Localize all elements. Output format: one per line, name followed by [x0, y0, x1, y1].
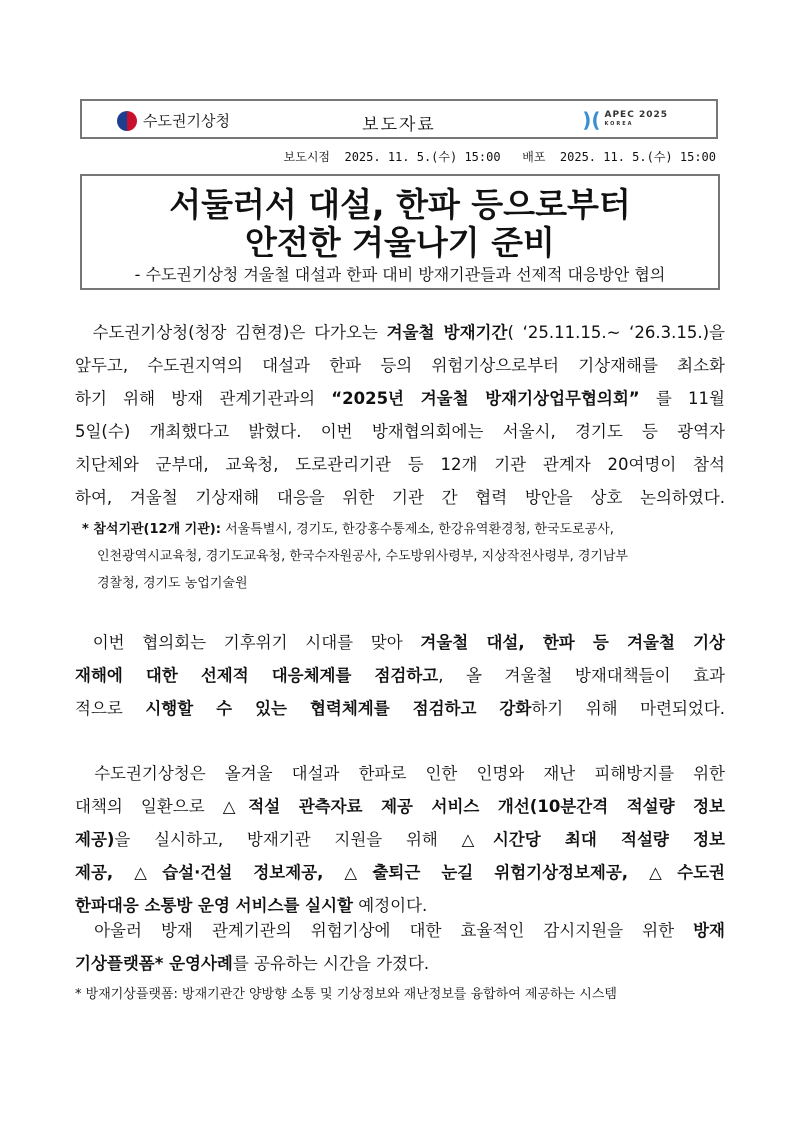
- body-line: [75, 632, 725, 654]
- attendees-line-3: 경찰청, 경기도 농업기술원: [97, 576, 248, 591]
- agency-name: 수도권기상청: [143, 112, 230, 130]
- apec-logo-sub: KOREA: [604, 121, 634, 127]
- doc-type: 보도자료: [362, 115, 436, 135]
- body-line: [75, 829, 725, 851]
- bold-text: 기상플랫폼* 운영사례: [75, 954, 233, 973]
- text-segment: 이번 협의회는 기후위기 시대를 맞아: [75, 633, 421, 652]
- body-line: [75, 796, 725, 818]
- body-line: [75, 895, 725, 917]
- headline-line-2: 안전한 겨울나기 준비: [245, 223, 555, 262]
- text-segment: 을 실시하고, 방재기관 지원을 위해: [114, 830, 462, 849]
- text-segment: 하기 위해 마련되었다.: [531, 699, 726, 718]
- body-line: [75, 920, 725, 942]
- body-line: [75, 322, 725, 344]
- text-segment: , 올 겨울철 방재대책들이 효과: [438, 666, 725, 685]
- body-line: [75, 698, 725, 720]
- body-line: [75, 862, 725, 884]
- text-segment: 적으로: [75, 699, 146, 718]
- text-segment: 하기 위해 방재 관계기관과의: [75, 389, 332, 408]
- text-segment: 아울러 방재 관계기관의 위험기상에 대한 효율적인 감시지원을 위한: [75, 921, 694, 940]
- text-segment: 하여, 겨울철 기상재해 대응을 위한 기관 간 협력 방안을 상호 논의하였다.: [75, 488, 725, 507]
- bold-text: 겨울철 방재기간: [386, 323, 508, 342]
- body-line: [75, 665, 725, 687]
- body-line: [75, 763, 725, 785]
- bold-text: △적설 관측자료 제공 서비스 개선(10분간격 적설량 정보: [222, 797, 725, 816]
- body-line: [75, 421, 725, 443]
- attendees-text: 서울특별시, 경기도, 한강홍수통제소, 한강유역환경청, 한국도로공사,: [225, 522, 614, 537]
- text-segment: 5일(수) 개최했다고 밝혔다. 이번 방재협의회에는 서울시, 경기도 등 광역자: [75, 422, 725, 441]
- text-segment: 치단체와 군부대, 교육청, 도로관리기관 등 12개 기관 관계자 20여명이 참석: [75, 455, 725, 474]
- bold-text: 재해에 대한 선제적 대응체계를 점검하고: [75, 666, 439, 685]
- subtitle: - 수도권기상청 겨울철 대설과 한파 대비 방재기관들과 선제적 대응방안 협의: [134, 265, 666, 284]
- bold-text: 겨울철 대설, 한파 등 겨울철 기상: [420, 633, 725, 652]
- attendees-label: * 참석기관(12개 기관):: [82, 522, 221, 537]
- title-box: [80, 174, 720, 290]
- attendees-line-1: [82, 521, 614, 539]
- text-segment: ( ‘25.11.15.~ ‘26.3.15.)을: [507, 323, 725, 342]
- text-segment: 앞두고, 수도권지역의 대설과 한파 등의 위험기상으로부터 기상재해를 최소화: [75, 356, 725, 375]
- text-segment: 를 11월: [639, 389, 725, 408]
- distribution-time: 2025. 11. 5.(수) 15:00: [559, 150, 716, 164]
- body-line: [75, 355, 725, 377]
- apec-logo: [582, 108, 668, 132]
- header-box: [80, 99, 718, 139]
- release-dateline: [284, 148, 716, 165]
- bold-text: “2025년 겨울철 방재기상업무협의회”: [331, 389, 640, 408]
- text-segment: 대책의 일환으로: [75, 797, 223, 816]
- distribution-label: 배포: [522, 150, 546, 164]
- attendees-line-2: 인천광역시교육청, 경기도교육청, 한국수자원공사, 수도방위사령부, 지상작전사령부, 경기남부: [97, 549, 629, 564]
- text-segment: 수도권기상청(청장 김현경)은 다가오는: [75, 323, 387, 342]
- text-segment: 를 공유하는 시간을 가졌다.: [232, 954, 430, 973]
- release-label: 보도시점: [283, 150, 331, 164]
- text-segment: 예정이다.: [353, 896, 428, 915]
- bold-text: 한파대응 소통방 운영 서비스를 실시할: [75, 896, 354, 915]
- bold-text: 제공): [75, 830, 115, 849]
- bold-text: 방재: [693, 921, 725, 940]
- headline-line-1: 서둘러서 대설, 한파 등으로부터: [169, 185, 631, 224]
- footnote: * 방재기상플랫폼: 방재기관간 양방향 소통 및 기상정보와 재난정보를 융합하여 제공하는 시스템: [75, 987, 617, 1002]
- bold-text: 제공, △습설·건설 정보제공, △출퇴근 눈길 위험기상정보제공, △수도권: [75, 863, 725, 882]
- body-line: [75, 953, 725, 975]
- body-line: [75, 487, 725, 509]
- text-segment: 수도권기상청은 올겨울 대설과 한파로 인한 인명와 재난 피해방지를 위한: [75, 764, 725, 783]
- apec-mark-icon: )(: [582, 108, 601, 132]
- bold-text: 시행할 수 있는 협력체계를 점검하고 강화: [145, 699, 532, 718]
- release-time: 2025. 11. 5.(수) 15:00: [344, 150, 501, 164]
- body-line: [75, 388, 725, 410]
- apec-logo-text: APEC 2025: [604, 110, 668, 120]
- bold-text: △시간당 최대 적설량 정보: [461, 830, 725, 849]
- body-line: [75, 454, 725, 476]
